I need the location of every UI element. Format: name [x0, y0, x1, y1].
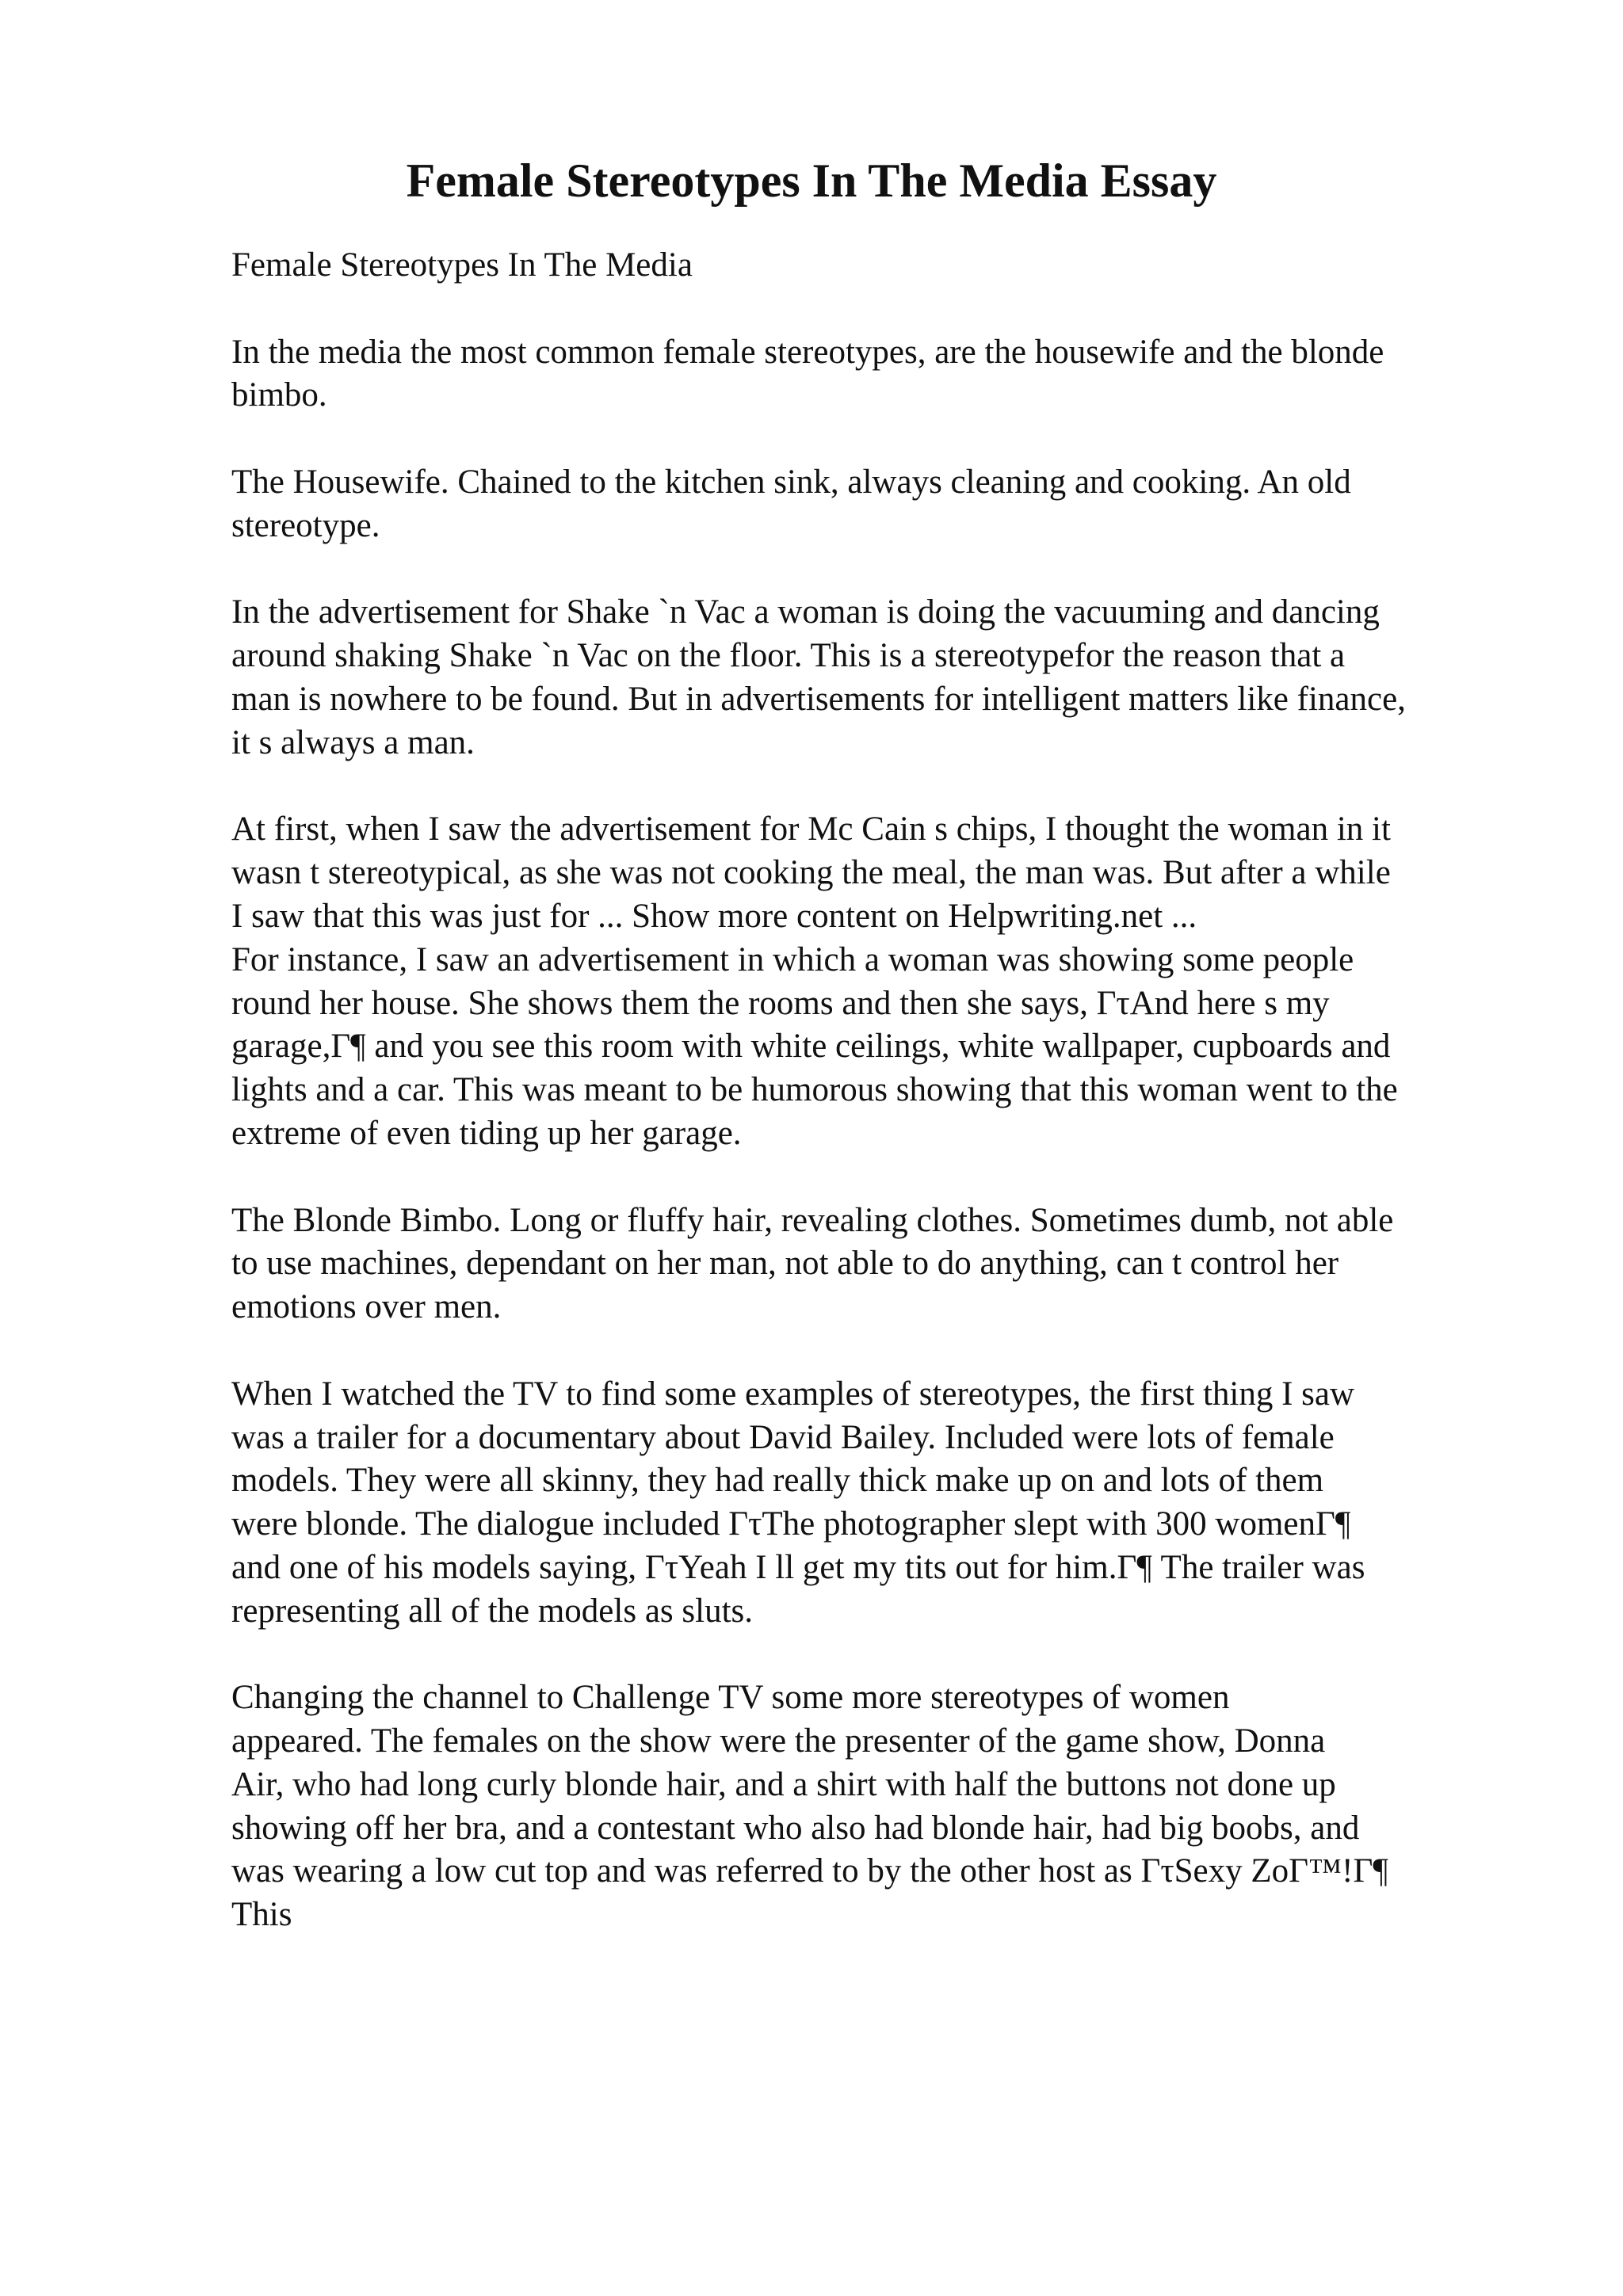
text-line: to use machines, dependant on her man, not able to do anything, can t control her — [231, 1245, 1339, 1283]
text-line: and one of his models saying, ΓτYeah I ll get my tits out for him.Γ¶ The trailer was — [231, 1548, 1365, 1586]
text-line: was wearing a low cut top and was referred to by the other host as ΓτSexy ZoΓ™!Γ¶ — [231, 1852, 1388, 1890]
text-line: wasn t stereotypical, as she was not cooking the meal, the man was. But after a while — [231, 854, 1391, 892]
text-line: bimbo. — [231, 376, 327, 414]
text-line: stereotype. — [231, 506, 380, 544]
text-line: appeared. The females on the show were the presenter of the game show, Donna — [231, 1722, 1326, 1760]
text-line: When I watched the TV to find some examples of stereotypes, the first thing I saw — [231, 1375, 1355, 1413]
text-line: garage,Γ¶ and you see this room with white ceilings, white wallpaper, cupboards and — [231, 1028, 1391, 1066]
paragraph — [231, 331, 1515, 418]
paragraph-gap — [231, 1156, 1515, 1199]
text-line: Changing the channel to Challenge TV some more stereotypes of women — [231, 1679, 1230, 1717]
text-line: Air, who had long curly blonde hair, and a shirt with half the buttons not done up — [231, 1765, 1336, 1803]
text-line: emotions over men. — [231, 1288, 502, 1326]
paragraph-gap — [231, 418, 1515, 461]
paragraph-gap — [231, 288, 1515, 331]
paragraph — [231, 591, 1515, 765]
paragraph — [231, 461, 1515, 548]
text-line: In the media the most common female stereotypes, are the housewife and the blonde — [231, 333, 1384, 371]
text-line: The Blonde Bimbo. Long or fluffy hair, revealing clothes. Sometimes dumb, not able — [231, 1201, 1394, 1239]
document-subtitle: Female Stereotypes In The Media — [231, 246, 693, 284]
paragraph — [231, 1199, 1515, 1329]
text-line: representing all of the models as sluts. — [231, 1592, 753, 1630]
document-body — [231, 244, 1515, 1937]
text-line: This — [231, 1896, 292, 1934]
paragraph-gap — [231, 1329, 1515, 1373]
document-title: Female Stereotypes In The Media Essay — [406, 154, 1217, 207]
text-line: were blonde. The dialogue included ΓτThe photographer slept with 300 womenΓ¶ — [231, 1505, 1351, 1543]
text-line: For instance, I saw an advertisement in which a woman was showing some people — [231, 940, 1354, 978]
text-line: was a trailer for a documentary about David Bailey. Included were lots of female — [231, 1418, 1335, 1456]
paragraph-gap — [231, 548, 1515, 592]
paragraph — [231, 1373, 1515, 1634]
paragraph — [231, 808, 1515, 1155]
text-line: models. They were all skinny, they had really thick make up on and lots of them — [231, 1462, 1324, 1500]
text-line: In the advertisement for Shake `n Vac a woman is doing the vacuuming and dancing — [231, 593, 1380, 631]
text-line: The Housewife. Chained to the kitchen sink, always cleaning and cooking. An old — [231, 463, 1351, 501]
paragraph-gap — [231, 1634, 1515, 1677]
text-line: extreme of even tiding up her garage. — [231, 1114, 742, 1152]
paragraph — [231, 1676, 1515, 1937]
text-line: At first, when I saw the advertisement for Mc Cain s chips, I thought the woman in it — [231, 810, 1391, 849]
text-line: round her house. She shows them the rooms and then she says, ΓτAnd here s my — [231, 984, 1330, 1022]
text-line: showing off her bra, and a contestant who also had blonde hair, had big boobs, and — [231, 1809, 1360, 1847]
text-line: I saw that this was just for ... Show more content on Helpwriting.net ... — [231, 897, 1197, 935]
text-line: man is nowhere to be found. But in advertisements for intelligent matters like finance, — [231, 680, 1406, 718]
text-line: lights and a car. This was meant to be humorous showing that this woman went to the — [231, 1071, 1398, 1109]
paragraph-gap — [231, 765, 1515, 809]
text-line: around shaking Shake `n Vac on the floor. This is a stereotypefor the reason that a — [231, 637, 1346, 675]
text-line: it s always a man. — [231, 723, 475, 761]
